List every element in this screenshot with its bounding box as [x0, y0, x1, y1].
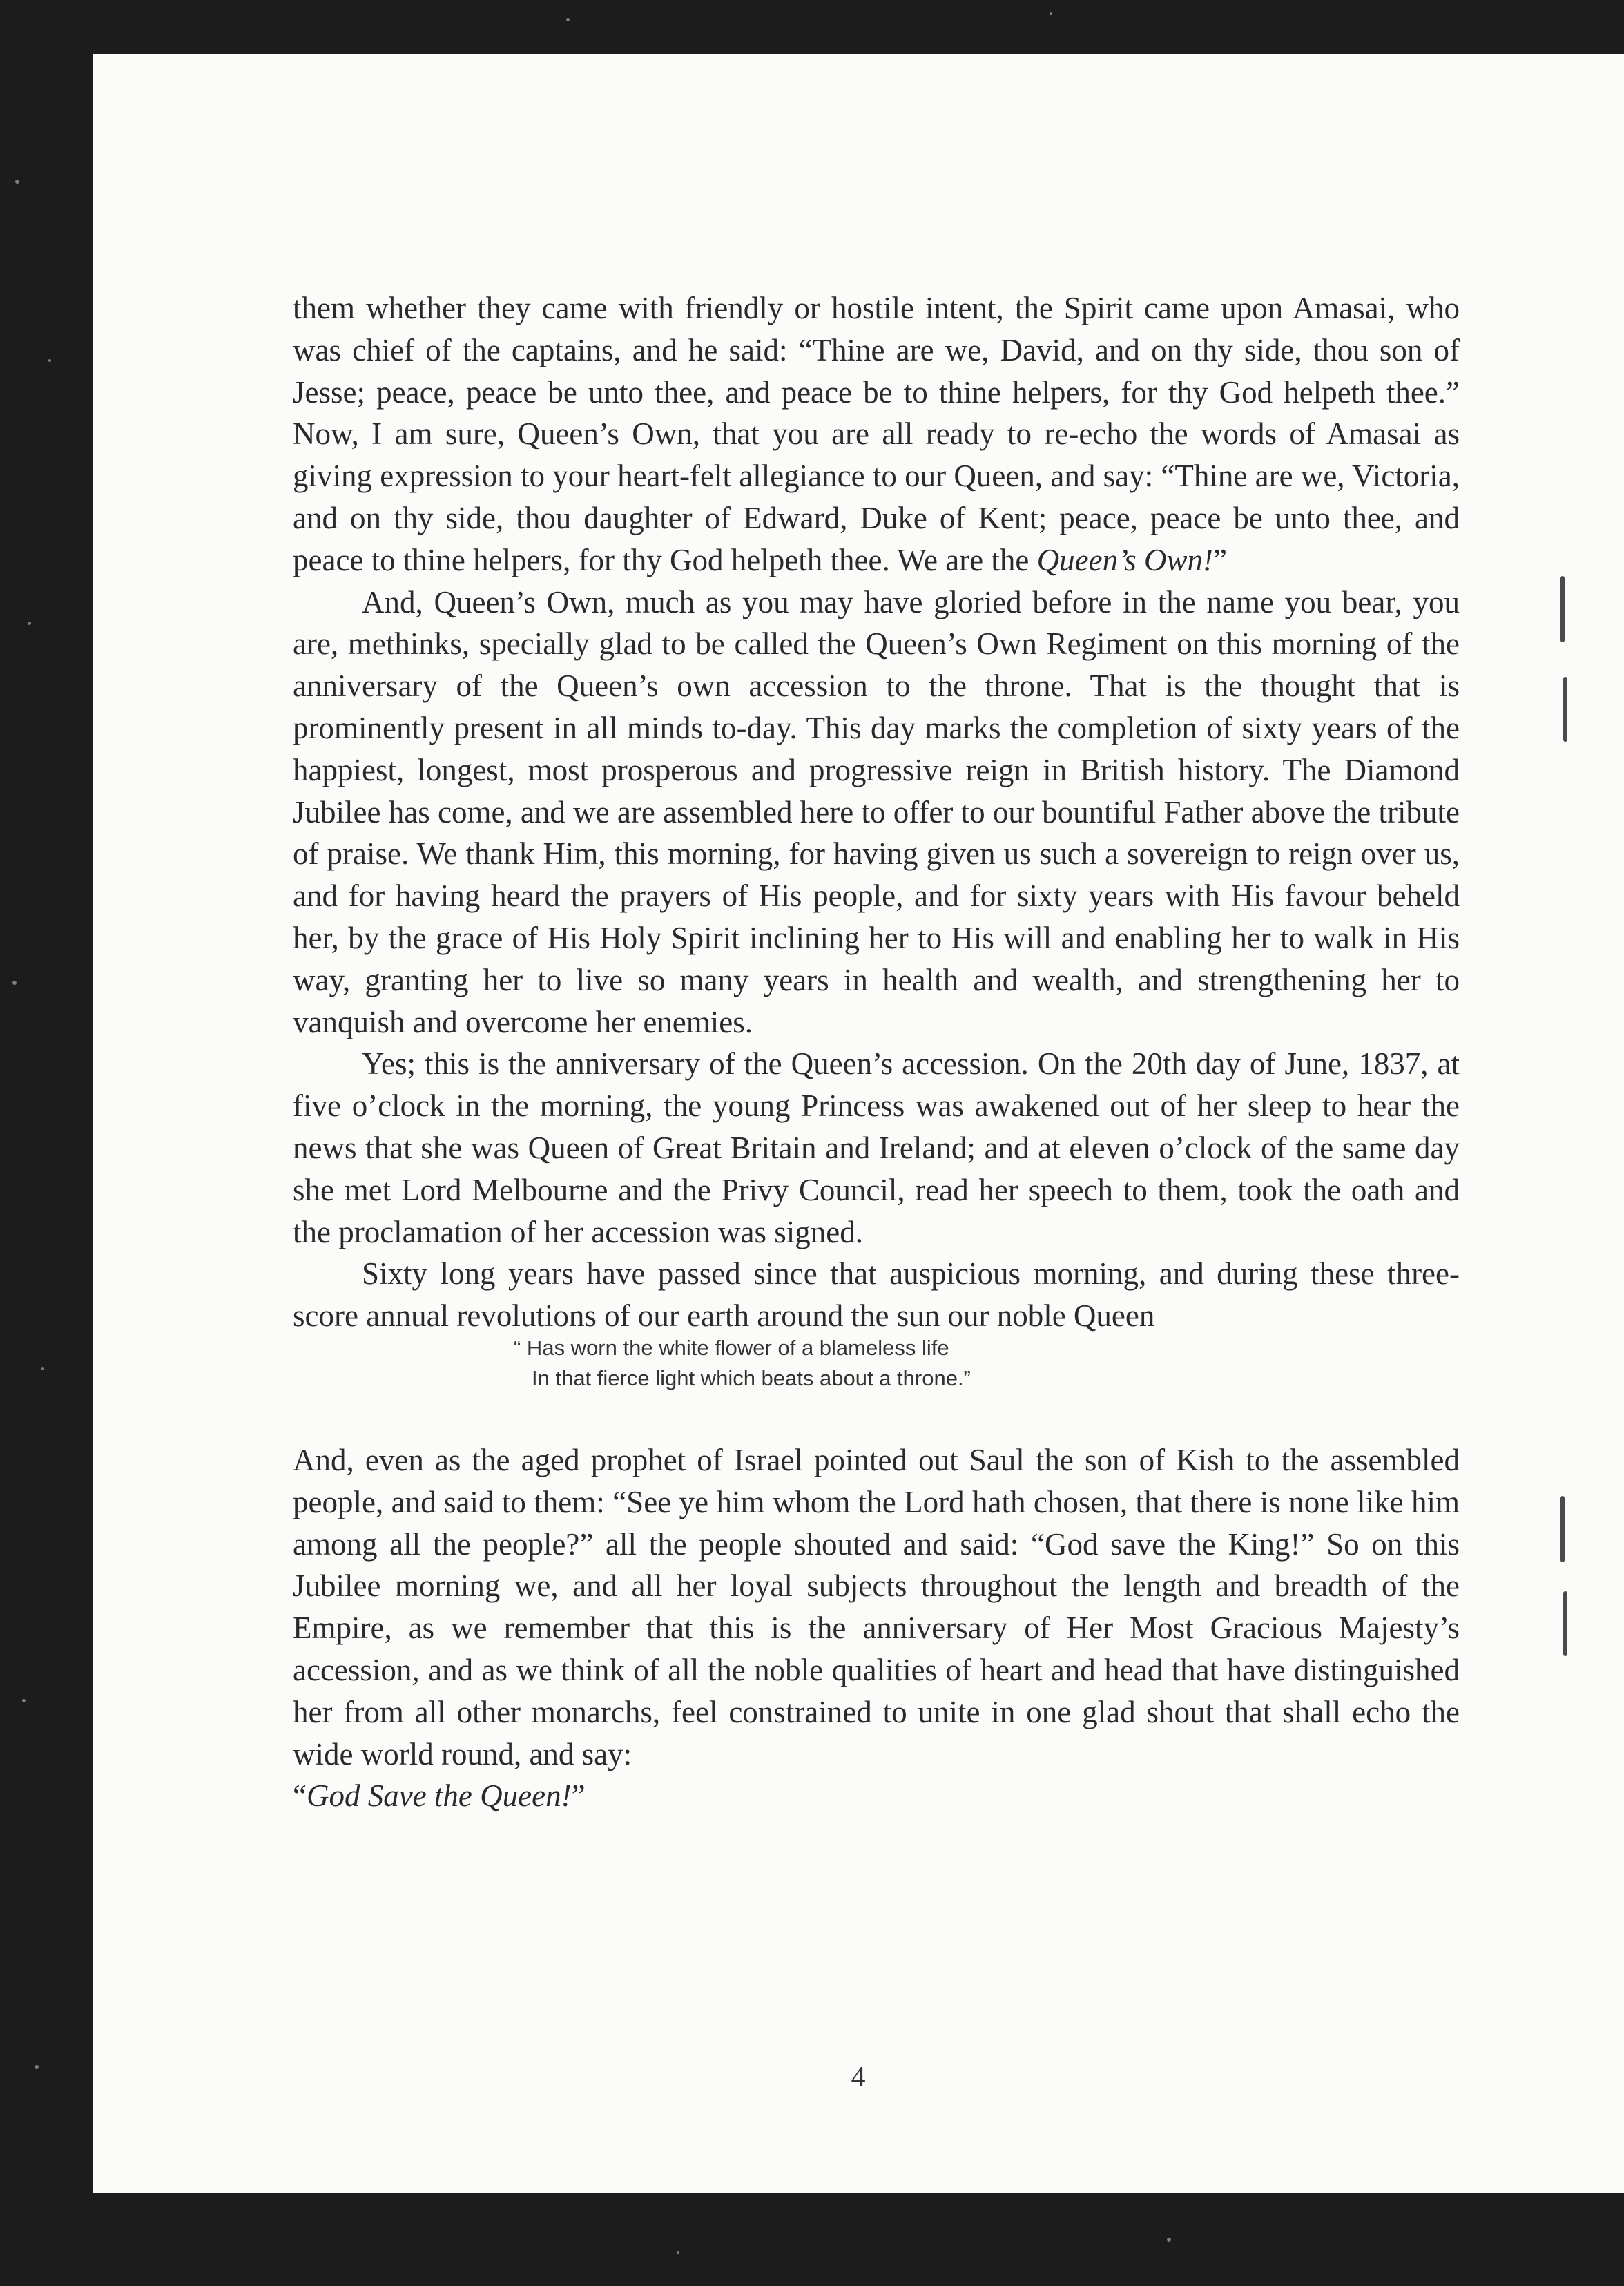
closing-quote-mark: ” — [1213, 542, 1228, 577]
paragraph-3: Yes; this is the anniversary of the Queen’s accession. On the 20th day of June, 1837, at five o’clock in the morning, the young Princess was awakened out of her sleep to hear the news that she was Queen of Great Britain and Ireland; and at eleven o’clock of the same day she met Lord Melbourne and the Privy Council, read her speech to them, took the oath and the proclamation of her accession was signed. — [293, 1046, 1460, 1249]
paragraph-4: Sixty long years have passed since that auspicious morning, and during these three-score annual revolutions of our earth around the sun our noble Queen — [293, 1256, 1460, 1334]
scan-speck — [35, 2065, 39, 2069]
scan-speck — [12, 981, 17, 985]
scan-speck — [28, 622, 31, 625]
quote-line-1: “ Has worn the white flower of a blameless life — [514, 1335, 949, 1360]
closing-text: And, even as the aged prophet of Israel pointed out Saul the son of Kish to the assembled people, and said to them: “See ye him whom the Lord hath chosen, that there is none like him among all the people?” all the people shouted and said: “God save the King!” So on this Jubilee morning we, and all her loyal subjects throughout the length and breadth of the Empire, as we remember that this is the anniversary of Her Most Gracious Majesty’s accession, and as we think of all the noble qualities of heart and head that have distinguished her from all other monarchs, feel constrained to unite in one glad shout that shall echo the wide world round, and say: — [293, 1442, 1460, 1771]
scan-speck — [48, 359, 51, 362]
scan-speck — [22, 1699, 26, 1702]
margin-mark — [1563, 677, 1567, 742]
scan-speck — [15, 180, 19, 184]
final-close-quote: ” — [571, 1778, 586, 1814]
paragraph-text: them whether they came with friendly or hostile intent, the Spirit came upon Amasai, who was chief of the captains, and he said: “Thine are we, David, and on thy side, thou son of Jesse; peace, peace be unto thee, and peace be to thine helpers, for thy God helpeth thee.” Now, I am sure, Queen’s Own, that you are all ready to re-echo the words of Amasai as giving expression to your heart-felt allegiance to our Queen, and say: “Thine are we, Victoria, and on thy side, thou daughter of Edward, Duke of Kent; peace, peace be unto thee, and peace to thine helpers, for thy God helpeth thee. We are the — [293, 291, 1460, 577]
paragraph-1 — [293, 287, 1460, 582]
verse-quotation — [293, 1333, 1460, 1394]
scan-speck — [1167, 2238, 1171, 2242]
emphasis-god-save-the-queen: God Save the Queen! — [306, 1778, 572, 1814]
margin-mark — [1563, 1591, 1567, 1656]
page-number: 4 — [851, 2062, 866, 2093]
emphasis-queens-own: Queen’s Own! — [1036, 542, 1214, 577]
document-page — [93, 54, 1624, 2193]
quote-line-2: In that fierce light which beats about a throne.” — [532, 1365, 971, 1390]
scan-speck — [566, 18, 570, 21]
body-text — [293, 287, 1460, 1817]
paragraph-2: And, Queen’s Own, much as you may have gloried before in the name you bear, you are, methinks, specially glad to be called the Queen’s Own Regiment on this morning of the anniversary of the Queen’s own accession to the throne. That is the thought that is prominently present in all minds to-day. This day marks the completion of sixty years of the happiest, longest, most prosperous and progressive reign in British history. The Diamond Jubilee has come, and we are assembled here to offer to our bountiful Father above the tribute of praise. We thank Him, this morning, for having given us such a sovereign to reign over us, and for having heard the prayers of His people, and for sixty years with His favour beheld her, by the grace of His Holy Spirit inclining her to His will and enabling her to walk in His way, granting her to live so many years in health and wealth, and strengthening her to vanquish and overcome her enemies. — [293, 584, 1460, 1039]
scan-speck — [1050, 12, 1052, 15]
scan-speck — [677, 2251, 679, 2254]
scan-speck — [41, 1367, 44, 1370]
final-open-quote: “ — [293, 1778, 307, 1814]
paragraph-closing — [293, 1439, 1460, 1817]
margin-mark — [1560, 576, 1565, 642]
margin-mark — [1560, 1496, 1565, 1562]
